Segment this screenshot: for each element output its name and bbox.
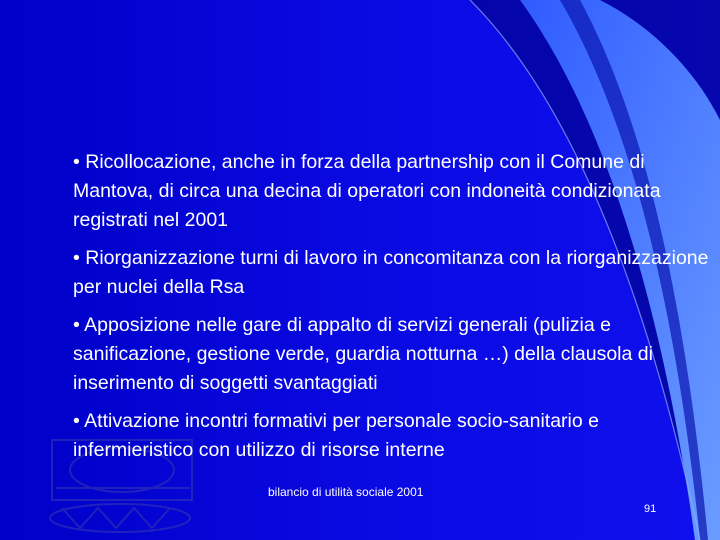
footer-caption: bilancio di utilità sociale 2001	[268, 485, 424, 499]
bullet-item: • Riorganizzazione turni di lavoro in concomitanza con la riorganizzazione per nuclei della Rsa	[73, 247, 709, 298]
bullet-item: • Ricollocazione, anche in forza della partnership con il Comune di Mantova, di circa una decina di operatori con indoneità condizionata registrati nel 2001	[73, 151, 661, 231]
bullet-list	[73, 148, 713, 465]
bullet-item: • Apposizione nelle gare di appalto di servizi generali (pulizia e sanificazione, gestione verde, guardia notturna …) della clausola di inserimento di soggetti svantaggiati	[73, 314, 653, 394]
bullet-item: • Attivazione incontri formativi per personale socio-sanitario e infermieristico con utilizzo di risorse interne	[73, 410, 599, 461]
page-number: 91	[644, 503, 657, 515]
